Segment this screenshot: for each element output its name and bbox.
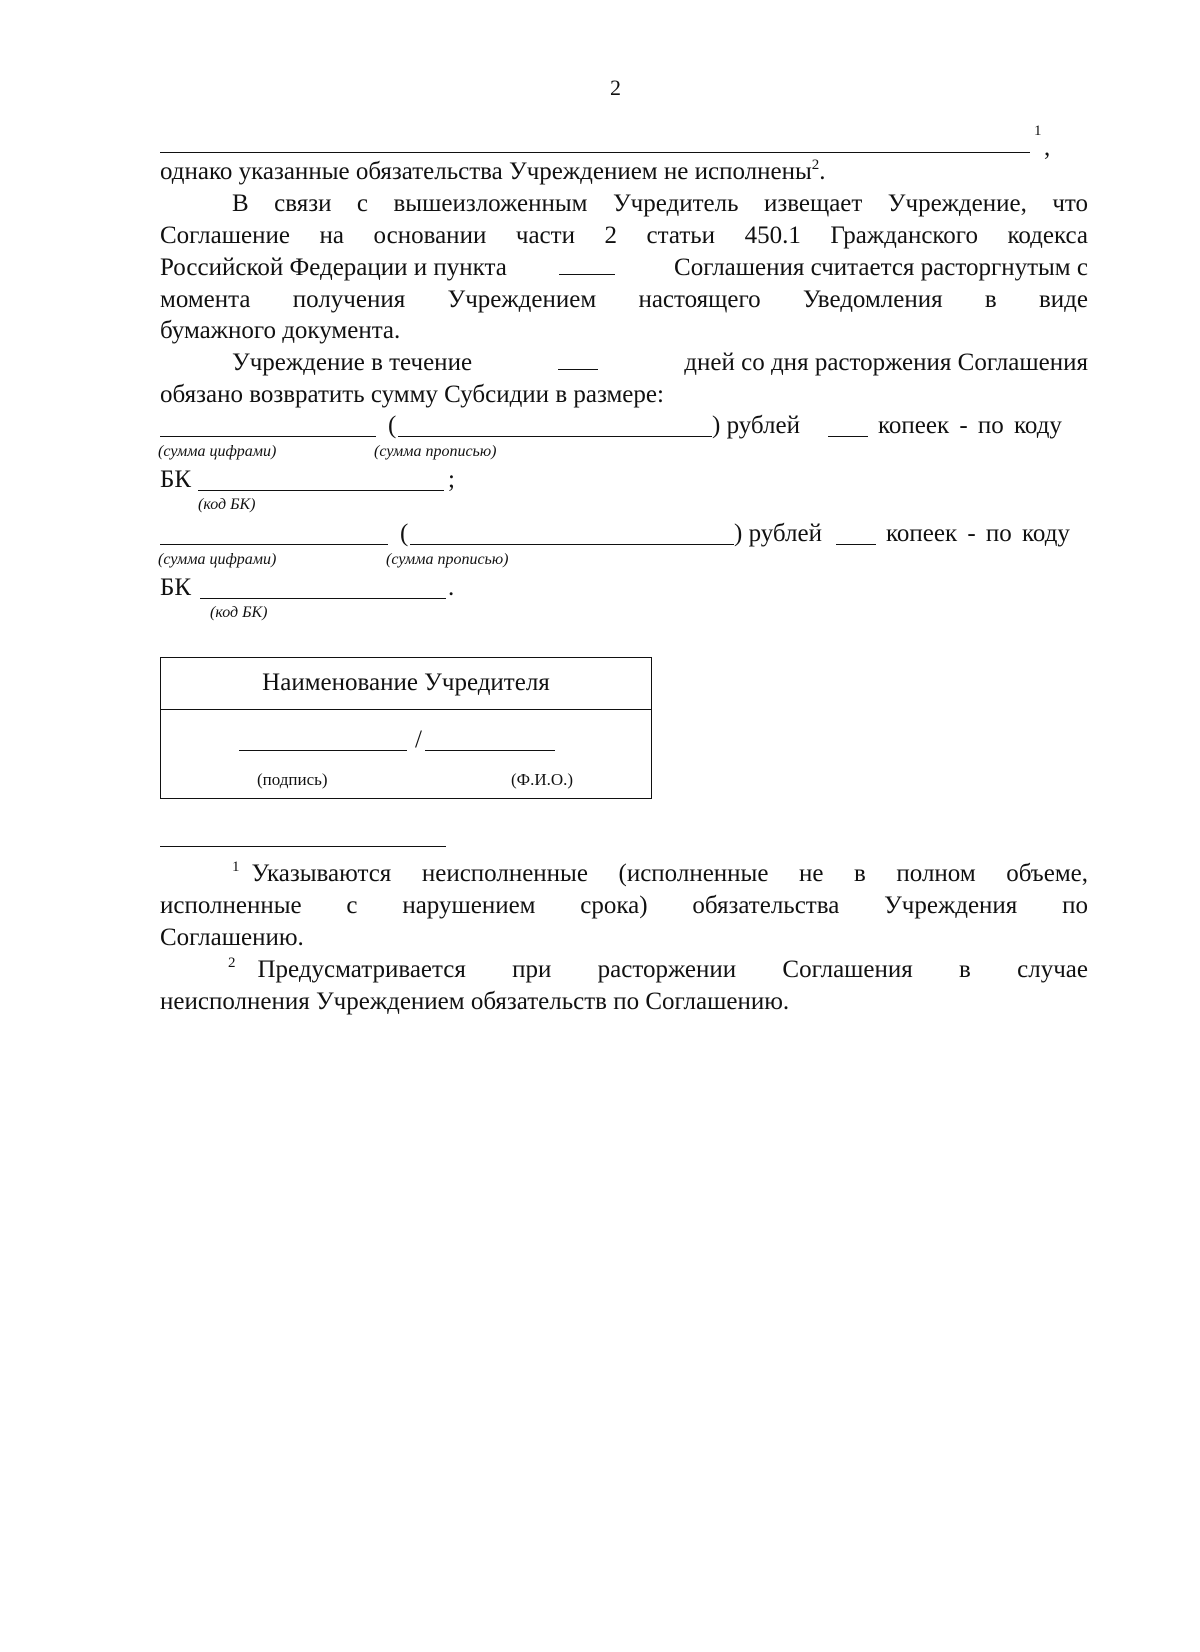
page-number: 2: [610, 75, 621, 100]
rubles-text: ) рублей: [712, 412, 800, 439]
bk-end: ;: [448, 466, 455, 493]
intro-sentence: однако указанные обязательства Учреждением не исполнены$^2$.: [160, 157, 826, 185]
footnote-ref-1: 1: [1034, 123, 1042, 139]
notice-paragraph-line4: момента получения Учреждением настоящего Уведомления в виде: [160, 286, 1088, 313]
bk-code-blank: [198, 490, 444, 491]
blank-days: [558, 347, 598, 370]
bk-prefix: БК: [160, 574, 192, 601]
label-fio: (Ф.И.О.): [511, 770, 574, 789]
blank-line: [160, 152, 1030, 153]
footnote-text-line: Соглашению.: [160, 924, 304, 951]
bk-code-blank: [200, 598, 446, 599]
footnote-separator: [160, 846, 446, 847]
open-paren: (: [388, 412, 397, 439]
signature-blank: [239, 750, 407, 751]
open-paren: (: [400, 520, 409, 547]
signature-box: [160, 657, 652, 799]
footnote-text-line: Предусматривается при расторжении Соглашения в случае: [257, 956, 1088, 983]
label-bk-code: (код БК): [210, 604, 268, 621]
rubles-text: ) рублей: [734, 520, 822, 547]
bk-prefix: БК: [160, 466, 192, 493]
footnote-text-line: исполненные с нарушением срока) обязательства Учреждения по: [160, 892, 1088, 919]
label-signature: (подпись): [257, 770, 328, 789]
footnote-number: 1: [232, 859, 240, 875]
return-paragraph-line1: Учреждение в течение дней со дня расторжения Соглашения: [232, 349, 1088, 376]
slash: /: [415, 726, 422, 753]
label-sum-words: (сумма прописью): [386, 551, 509, 568]
bk-end: .: [448, 574, 455, 601]
label-bk-code: (код БК): [198, 496, 256, 513]
notice-paragraph-line1: В связи с вышеизложенным Учредитель извещает Учреждение, что: [232, 190, 1088, 217]
label-sum-words: (сумма прописью): [374, 443, 497, 460]
notice-paragraph-line5: бумажного документа.: [160, 317, 401, 344]
sum-digits-blank: [160, 436, 376, 437]
footnote-text-line: Указываются неисполненные (исполненные не в полном объеме,: [251, 860, 1088, 887]
sum-words-blank: [398, 436, 712, 437]
trailing-comma: ,: [1044, 134, 1051, 161]
blank-clause: [559, 252, 615, 275]
footnote-text-line: неисполнения Учреждением обязательств по Соглашению.: [160, 988, 790, 1015]
notice-paragraph-line3: Российской Федерации и пункта Соглашения считается расторгнутым с: [160, 254, 1088, 281]
kopecks-text: копеек - по коду: [878, 412, 1062, 439]
footnote-ref-2: 2: [811, 157, 820, 173]
label-sum-digits: (сумма цифрами): [158, 443, 277, 460]
kopecks-blank: [828, 436, 868, 437]
founder-name-heading: Наименование Учредителя: [161, 658, 651, 710]
notice-paragraph-line2: Соглашение на основании части 2 статьи 450.1 Гражданского кодекса: [160, 222, 1088, 249]
footnote-number: 2: [228, 955, 236, 971]
kopecks-blank: [836, 544, 876, 545]
sum-digits-blank: [160, 544, 388, 545]
return-paragraph-line2: обязано возвратить сумму Субсидии в размере:: [160, 381, 664, 408]
label-sum-digits: (сумма цифрами): [158, 551, 277, 568]
fio-blank: [425, 750, 555, 751]
kopecks-text: копеек - по коду: [886, 520, 1070, 547]
sum-words-blank: [410, 544, 734, 545]
